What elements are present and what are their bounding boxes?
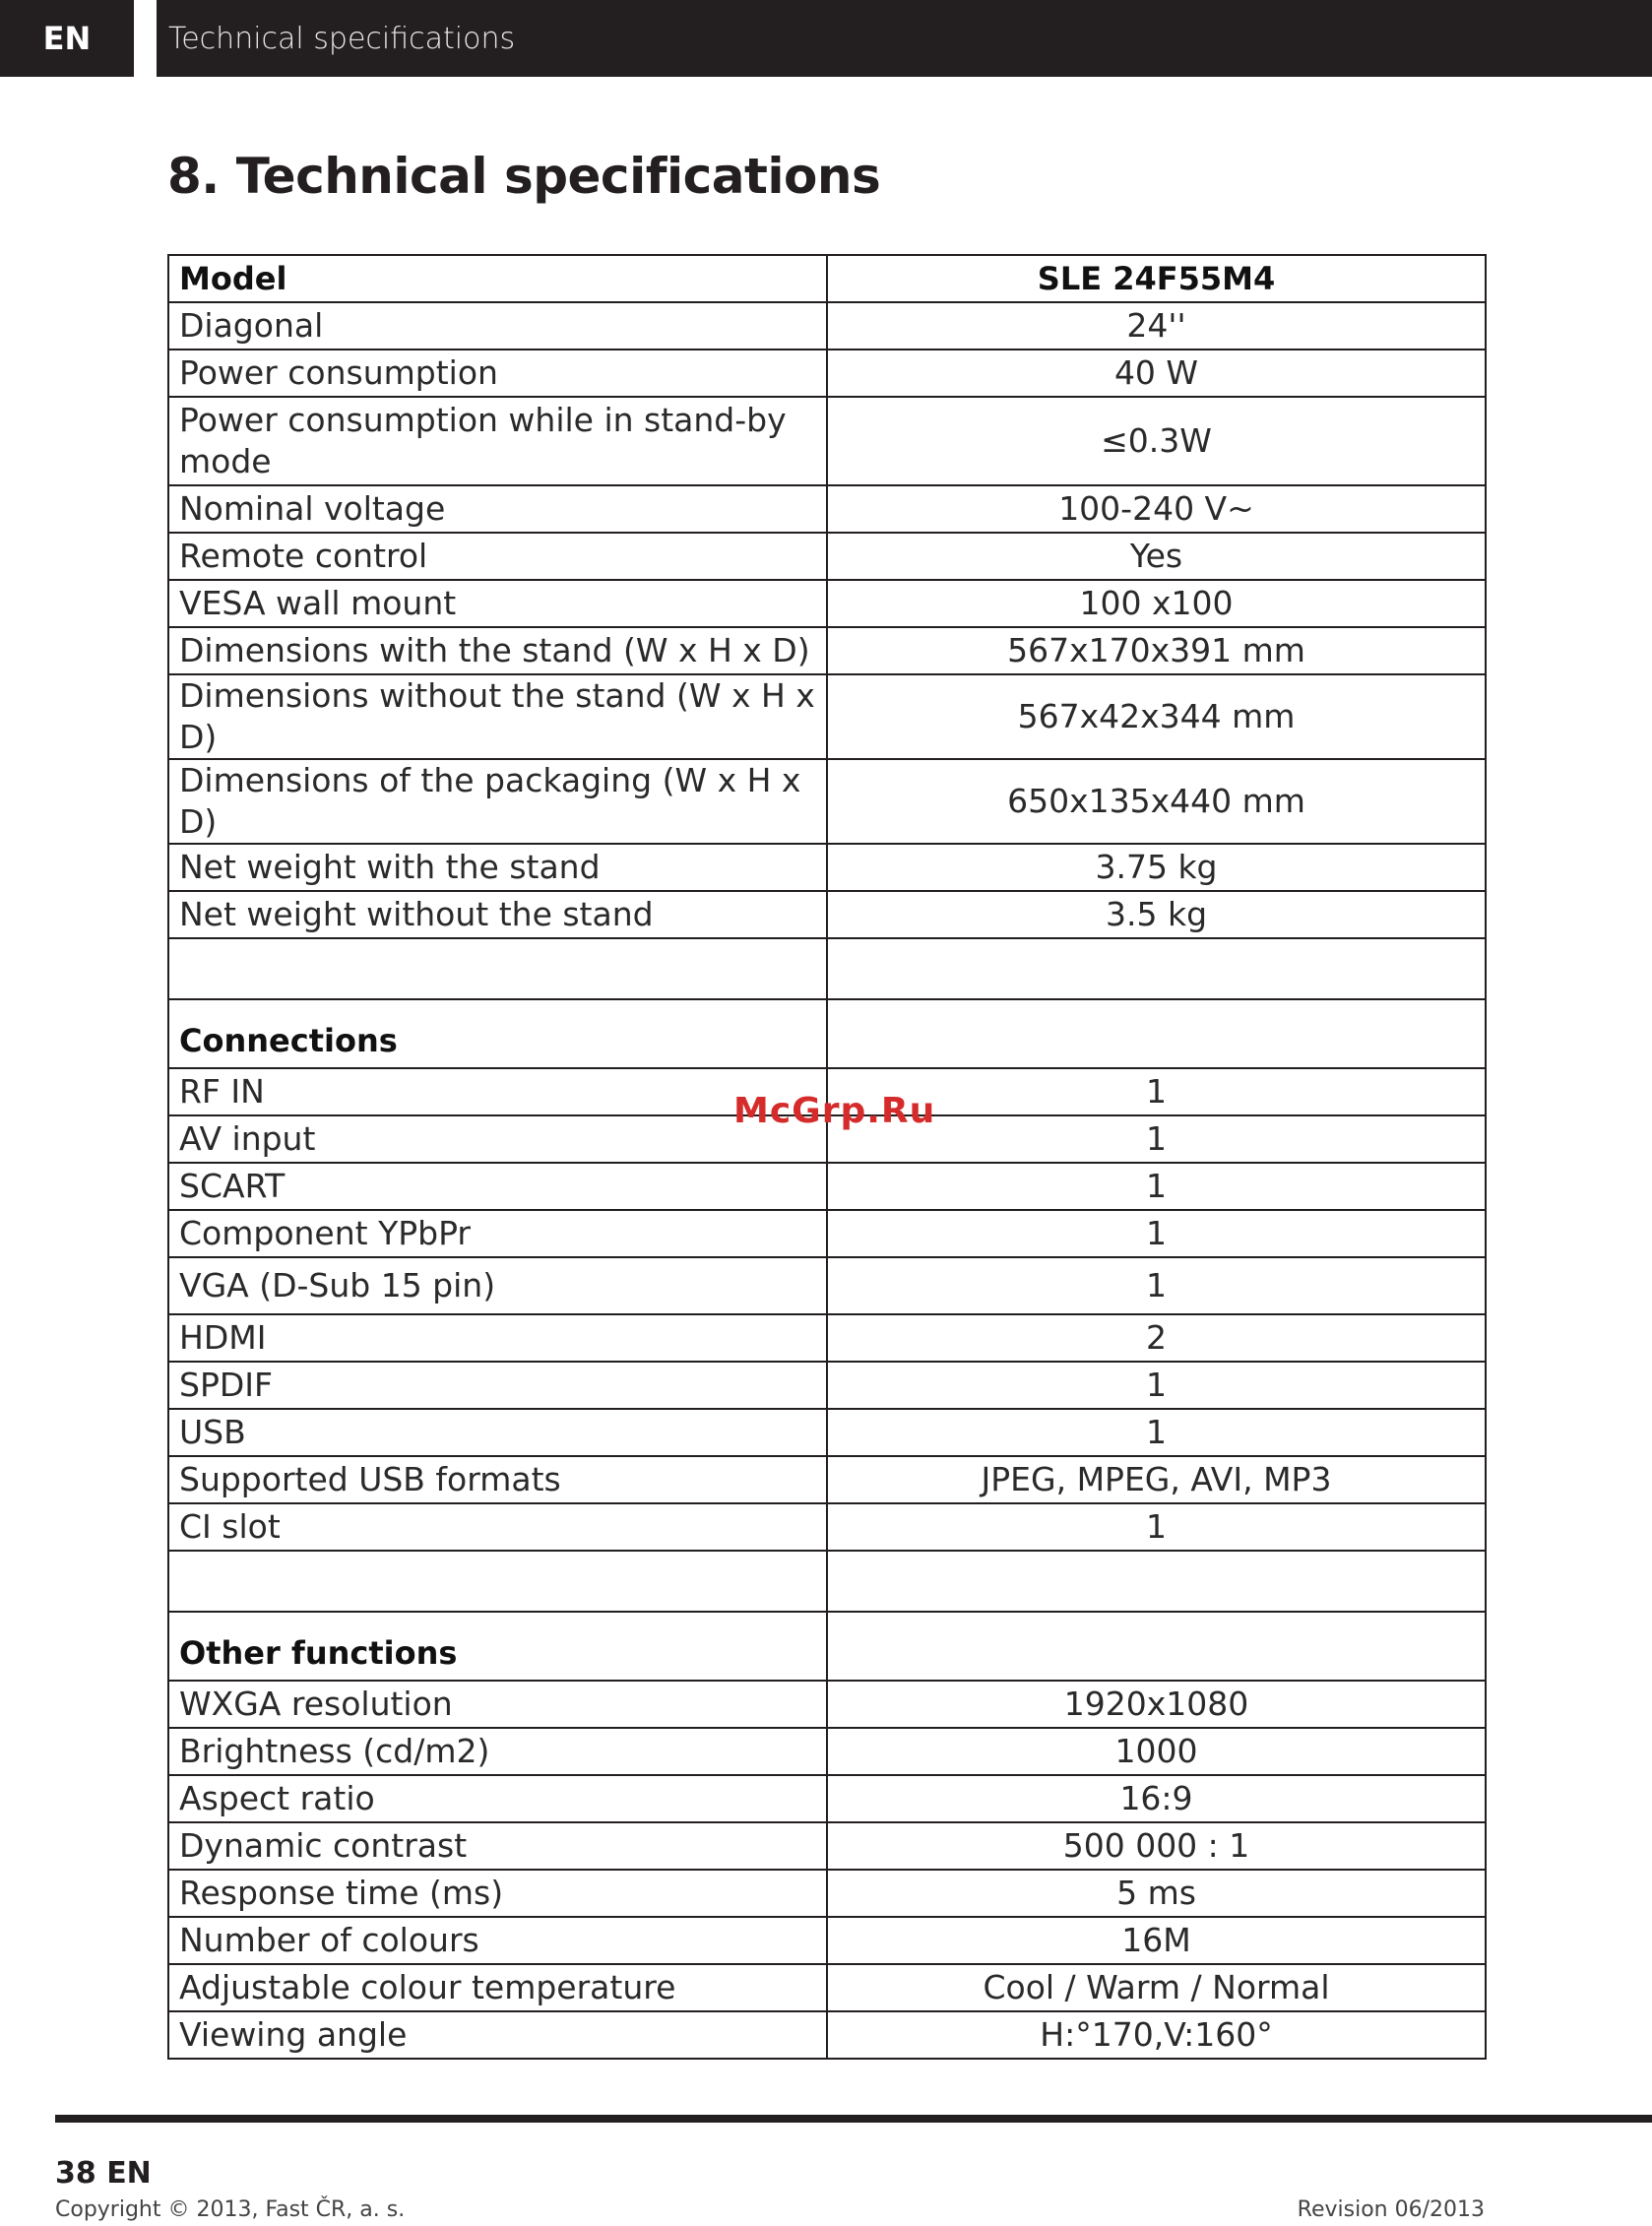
spec-value: 16M [827, 1917, 1486, 1964]
spec-label: Remote control [168, 533, 827, 580]
spec-value: Cool / Warm / Normal [827, 1964, 1486, 2011]
spec-value: 500 000 : 1 [827, 1822, 1486, 1870]
spec-label: Supported USB formats [168, 1456, 827, 1503]
table-row [168, 1775, 1486, 1822]
spec-label: Dimensions with the stand (W x H x D) [168, 627, 827, 674]
table-row [168, 1964, 1486, 2011]
spec-label: Dynamic contrast [168, 1822, 827, 1870]
table-row [168, 1456, 1486, 1503]
table-row [168, 255, 1486, 302]
table-row [168, 844, 1486, 891]
spec-label: Aspect ratio [168, 1775, 827, 1822]
table-row [168, 2011, 1486, 2059]
spec-value: ≤0.3W [827, 397, 1486, 485]
spec-value: 1 [827, 1257, 1486, 1314]
table-row [168, 1210, 1486, 1257]
table-row [168, 891, 1486, 938]
copyright-text: Copyright © 2013, Fast ČR, a. s. [55, 2197, 406, 2222]
table-row [168, 1503, 1486, 1551]
spec-value: 24'' [827, 302, 1486, 350]
table-row [168, 674, 1486, 759]
table-row [168, 1917, 1486, 1964]
spec-label: HDMI [168, 1314, 827, 1362]
spec-label: Model [168, 255, 827, 302]
spec-table [167, 254, 1487, 2060]
spec-value: 1 [827, 1163, 1486, 1210]
table-row [168, 580, 1486, 627]
table-row [168, 533, 1486, 580]
table-row [168, 485, 1486, 533]
table-row [168, 1409, 1486, 1456]
spec-label: CI slot [168, 1503, 827, 1551]
header-section-title: Technical specifications [157, 0, 1652, 77]
spec-value: JPEG, MPEG, AVI, MP3 [827, 1456, 1486, 1503]
table-row [168, 1870, 1486, 1917]
spec-value: 567x170x391 mm [827, 627, 1486, 674]
spec-label: Dimensions of the packaging (W x H x D) [168, 759, 827, 844]
revision-text: Revision 06/2013 [1297, 2197, 1485, 2222]
spec-label [168, 1551, 827, 1612]
table-row [168, 1257, 1486, 1314]
table-row [168, 1314, 1486, 1362]
section-row-connections [168, 999, 1486, 1068]
spec-label: Power consumption [168, 350, 827, 397]
spec-label: VESA wall mount [168, 580, 827, 627]
table-row [168, 1822, 1486, 1870]
spec-value: 3.5 kg [827, 891, 1486, 938]
spec-value: 5 ms [827, 1870, 1486, 1917]
table-row [168, 302, 1486, 350]
table-row [168, 1362, 1486, 1409]
table-row [168, 1163, 1486, 1210]
spec-label: Dimensions without the stand (W x H x D) [168, 674, 827, 759]
section-heading: Other functions [168, 1612, 827, 1681]
spec-value: 16:9 [827, 1775, 1486, 1822]
spec-value: 567x42x344 mm [827, 674, 1486, 759]
spec-value: SLE 24F55M4 [827, 255, 1486, 302]
section-row-other-functions [168, 1612, 1486, 1681]
table-row [168, 1728, 1486, 1775]
table-row-empty [168, 1551, 1486, 1612]
spec-value: H:°170,V:160° [827, 2011, 1486, 2059]
spec-value: 3.75 kg [827, 844, 1486, 891]
spec-value: 100 x100 [827, 580, 1486, 627]
spec-label [168, 938, 827, 999]
spec-value: 1 [827, 1115, 1486, 1163]
footer-divider [55, 2115, 1652, 2123]
spec-value [827, 1612, 1486, 1681]
spec-value: 1 [827, 1210, 1486, 1257]
spec-label: Net weight without the stand [168, 891, 827, 938]
spec-value: 650x135x440 mm [827, 759, 1486, 844]
spec-value [827, 999, 1486, 1068]
spec-label: USB [168, 1409, 827, 1456]
page-title: 8. Technical specifications [167, 148, 881, 205]
spec-label: SPDIF [168, 1362, 827, 1409]
table-row [168, 627, 1486, 674]
spec-label: Brightness (cd/m2) [168, 1728, 827, 1775]
spec-label: Net weight with the stand [168, 844, 827, 891]
spec-label: SCART [168, 1163, 827, 1210]
spec-value: 1000 [827, 1728, 1486, 1775]
spec-label: AV input [168, 1115, 827, 1163]
spec-label: Nominal voltage [168, 485, 827, 533]
spec-value: 1 [827, 1503, 1486, 1551]
spec-label: WXGA resolution [168, 1681, 827, 1728]
spec-label: RF IN [168, 1068, 827, 1115]
table-row [168, 759, 1486, 844]
spec-label: Power consumption while in stand-by mode [168, 397, 827, 485]
table-row-empty [168, 938, 1486, 999]
spec-value: 1 [827, 1409, 1486, 1456]
watermark: McGrp.Ru [733, 1091, 936, 1131]
table-row [168, 1681, 1486, 1728]
table-row [168, 350, 1486, 397]
spec-label: Viewing angle [168, 2011, 827, 2059]
spec-value: 40 W [827, 350, 1486, 397]
spec-label: VGA (D-Sub 15 pin) [168, 1257, 827, 1314]
spec-value [827, 938, 1486, 999]
spec-value: 1920x1080 [827, 1681, 1486, 1728]
section-heading: Connections [168, 999, 827, 1068]
spec-label: Component YPbPr [168, 1210, 827, 1257]
spec-label: Response time (ms) [168, 1870, 827, 1917]
spec-value: Yes [827, 533, 1486, 580]
spec-value: 1 [827, 1362, 1486, 1409]
spec-label: Diagonal [168, 302, 827, 350]
spec-value: 1 [827, 1068, 1486, 1115]
spec-label: Number of colours [168, 1917, 827, 1964]
language-badge: EN [0, 0, 134, 77]
spec-value: 2 [827, 1314, 1486, 1362]
page-number: 38 EN [55, 2156, 152, 2191]
spec-value [827, 1551, 1486, 1612]
spec-value: 100-240 V~ [827, 485, 1486, 533]
spec-label: Adjustable colour temperature [168, 1964, 827, 2011]
table-row [168, 397, 1486, 485]
